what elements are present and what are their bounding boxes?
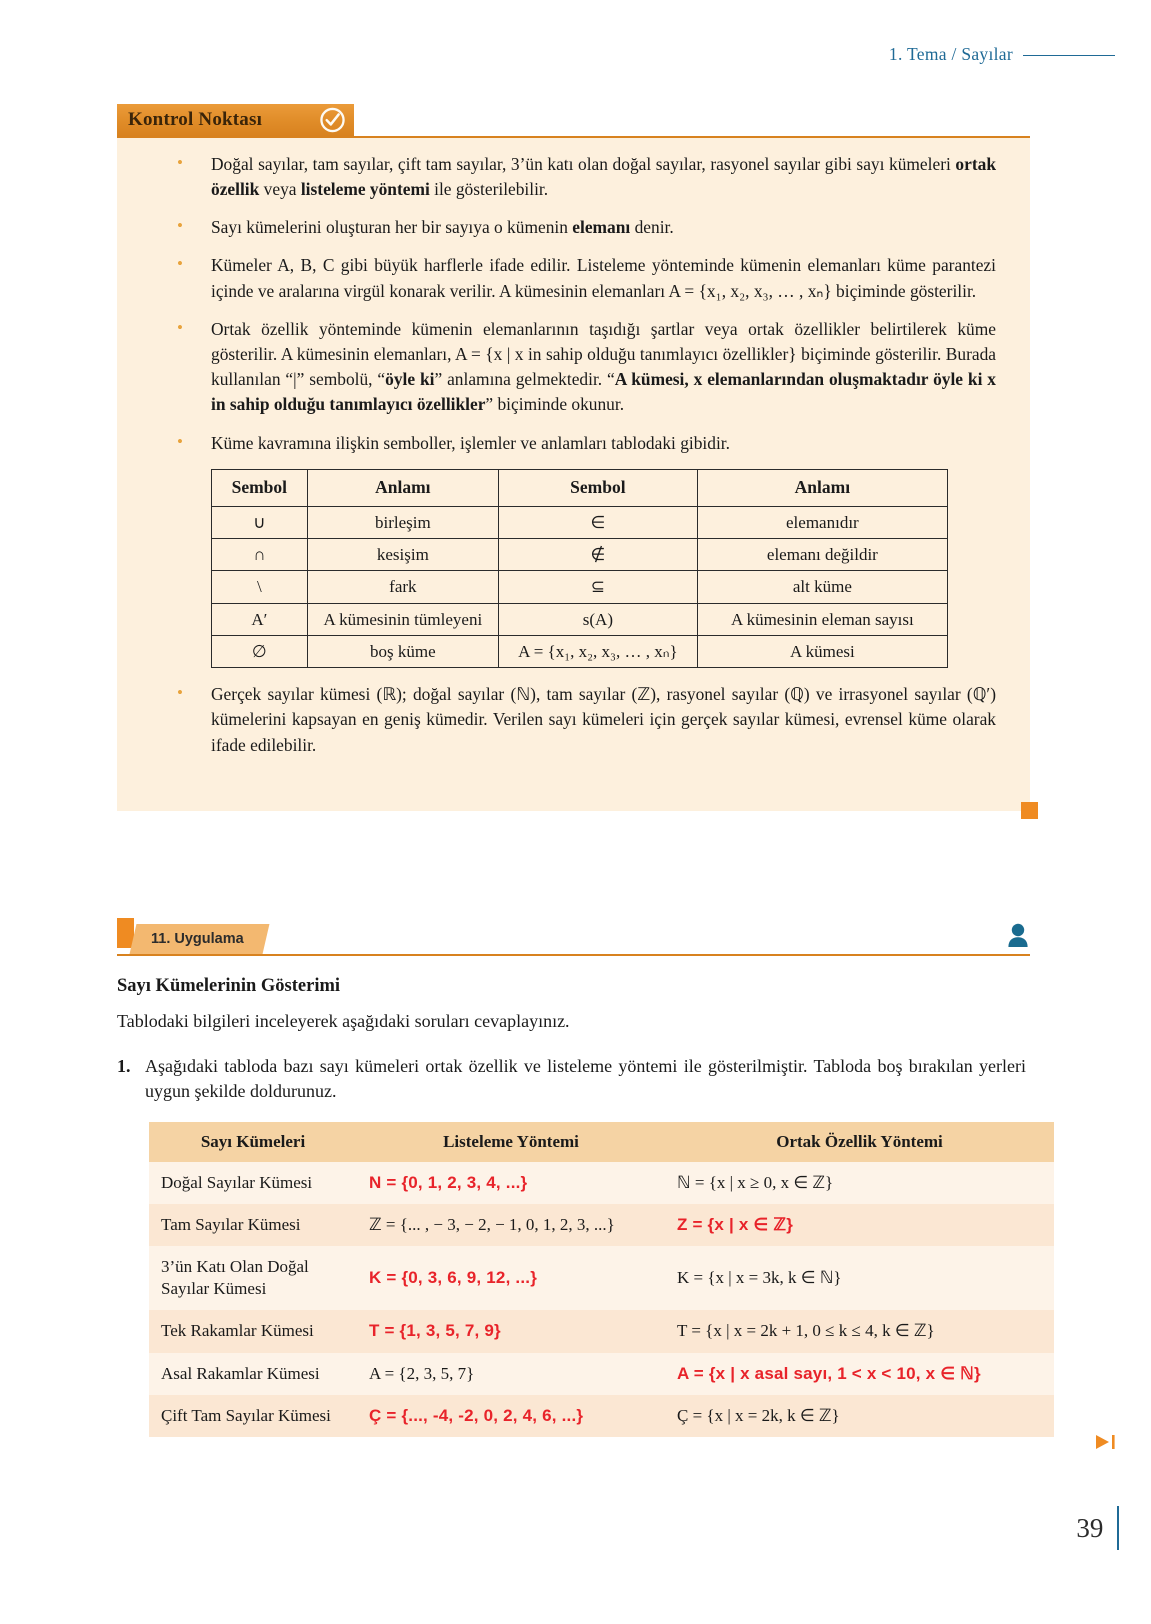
bullet-4-seg-3: ” anlamına gelmektedir. “	[434, 369, 615, 390]
symbol-cell: A = {x₁, x₂, x₃, … , xₙ}	[499, 635, 698, 667]
meaning-cell: boş küme	[307, 635, 498, 667]
control-point-bullet-2	[129, 215, 1018, 240]
application-tab-label: 11. Uygulama	[151, 931, 244, 947]
question-number: 1.	[117, 1055, 131, 1076]
table-row	[212, 635, 948, 667]
bullet-2-seg-2: elemanı	[572, 217, 631, 238]
set-name-cell: Tek Rakamlar Kümesi	[161, 1321, 314, 1341]
set-name-cell: Doğal Sayılar Kümesi	[161, 1173, 313, 1193]
control-point-bullet-3	[129, 253, 1018, 303]
symbol-table-header-row	[212, 469, 948, 506]
answer-table-header-row	[149, 1122, 1054, 1162]
set-name-cell: Asal Rakamlar Kümesi	[161, 1363, 320, 1383]
bullet-4-seg-5: ” biçiminde okunur.	[485, 394, 625, 415]
application-section	[117, 918, 1030, 1437]
table-row	[149, 1162, 1054, 1204]
person-icon	[1006, 920, 1030, 950]
bullet-5-text: Küme kavramına ilişkin semboller, işlemler ve anlamları tablodaki gibidir.	[211, 432, 730, 453]
symbol-cell: \	[212, 571, 308, 603]
question-row	[117, 1054, 1030, 1104]
table-row	[149, 1310, 1054, 1352]
answer-table	[149, 1122, 1054, 1437]
control-point-panel	[117, 104, 1030, 811]
bullet-2-seg-1: Sayı kümelerini oluşturan her bir sayıya o kümenin	[211, 217, 573, 238]
answer-table-wrapper	[149, 1122, 1030, 1437]
listing-answer-cell[interactable]: K = {0, 3, 6, 9, 12, ...}	[369, 1268, 538, 1288]
control-point-bullet-5	[129, 431, 1018, 456]
answer-th-sets: Sayı Kümeleri	[149, 1122, 357, 1162]
symbol-cell: ∉	[499, 539, 698, 571]
running-head-text: 1. Tema / Sayılar	[888, 44, 1013, 64]
listing-answer-cell[interactable]: N = {0, 1, 2, 3, 4, ...}	[369, 1173, 528, 1193]
table-row	[149, 1395, 1054, 1437]
symbol-cell: s(A)	[499, 603, 698, 635]
application-tab-row	[117, 918, 1030, 954]
property-answer-cell[interactable]: K = {x | x = 3k, k ∈ ℕ}	[677, 1268, 842, 1288]
control-point-bullet-1	[129, 152, 1018, 202]
symbol-cell: ⊆	[499, 571, 698, 603]
control-point-header	[117, 104, 354, 136]
symbol-table-wrapper	[211, 469, 948, 668]
question-text: Aşağıdaki tabloda bazı sayı kümeleri ortak özellik ve listeleme yöntemi ile gösterilmiştir. Tabloda boş bırakılan yerleri uygun şekilde doldurunuz.	[145, 1055, 1026, 1101]
bullet-1-seg-4: listeleme yöntemi	[300, 178, 430, 199]
answer-th-property: Ortak Özellik Yöntemi	[665, 1122, 1054, 1162]
table-row	[212, 603, 948, 635]
property-answer-cell[interactable]: T = {x | x = 2k + 1, 0 ≤ k ≤ 4, k ∈ ℤ}	[677, 1321, 935, 1341]
control-point-body	[117, 138, 1030, 811]
application-rule	[117, 954, 1030, 956]
symbol-cell: A′	[212, 603, 308, 635]
property-answer-cell[interactable]: Z = {x | x ∈ ℤ}	[677, 1215, 794, 1235]
control-point-closing-list	[129, 682, 1018, 758]
check-circle-icon	[320, 108, 345, 133]
application-intro: Tablodaki bilgileri inceleyerek aşağıdaki soruları cevaplayınız.	[117, 1010, 570, 1031]
set-name-cell: 3’ün Katı Olan Doğal Sayılar Kümesi	[161, 1257, 309, 1299]
symbol-table-th-sembol-2: Sembol	[499, 469, 698, 506]
panel-corner-marker	[1021, 802, 1038, 819]
bullet-4-seg-2: öyle ki	[385, 369, 435, 390]
application-subtitle: Sayı Kümelerinin Gösterimi	[117, 975, 341, 996]
meaning-cell: fark	[307, 571, 498, 603]
footer-bar	[1117, 1506, 1119, 1550]
table-row	[212, 506, 948, 538]
bullet-2-seg-3: denir.	[630, 217, 674, 238]
control-point-title: Kontrol Noktası	[128, 109, 263, 130]
meaning-cell: elemanıdır	[697, 506, 947, 538]
property-answer-cell[interactable]: Ç = {x | x = 2k, k ∈ ℤ}	[677, 1405, 840, 1425]
page-number: 39	[1076, 1512, 1104, 1543]
listing-answer-cell[interactable]: T = {1, 3, 5, 7, 9}	[369, 1321, 501, 1341]
page-footer	[1076, 1506, 1119, 1550]
meaning-cell: A kümesinin tümleyeni	[307, 603, 498, 635]
bullet-6-text: Gerçek sayılar kümesi (ℝ); doğal sayılar (ℕ), tam sayılar (ℤ), rasyonel sayılar (ℚ) ve irrasyonel sayılar (ℚ′) kümelerini kapsayan en geniş kümedir. Verilen sayı kümeleri için gerçek sayılar kümesi, evrensel küme olarak ifade edilebilir.	[211, 684, 996, 755]
bullet-1-seg-1: Doğal sayılar, tam sayılar, çift tam sayılar, 3’ün katı olan doğal sayılar, rasyonel sayılar gibi sayı kümeleri	[211, 153, 956, 174]
symbol-cell: ∪	[212, 506, 308, 538]
meaning-cell: elemanı değildir	[697, 539, 947, 571]
bullet-3-text: Kümeler A, B, C gibi büyük harflerle ifade edilir. Listeleme yönteminde kümenin elemanları küme parantezi içinde ve aralarına virgül konarak verilir. A kümesinin elemanları A = {x₁, x₂, x₃, … , xₙ} biçiminde gösterilir.	[211, 255, 996, 301]
symbol-table-th-anlami-2: Anlamı	[697, 469, 947, 506]
table-row	[212, 571, 948, 603]
table-row	[149, 1246, 1054, 1310]
bullet-4-seg-4: A kümesi, x elemanlarından oluşmaktadır öyle ki x in sahip olduğu tanımlayıcı özellikler	[211, 369, 996, 415]
symbol-table-th-sembol-1: Sembol	[212, 469, 308, 506]
control-point-bullet-6	[129, 682, 1018, 758]
property-answer-cell[interactable]: ℕ = {x | x ≥ 0, x ∈ ℤ}	[677, 1173, 834, 1193]
bullet-4-seg-1: Ortak özellik yönteminde kümenin elemanlarının taşıdığı şartlar veya ortak özellikler belirtilerek küme gösterilir. A kümesinin elemanları, A = {x | x in sahip olduğu tanımlayıcı özellikler} biçiminde gösterilir. Burada kullanılan “|” sembolü, “	[211, 318, 996, 390]
property-answer-cell[interactable]: A = {x | x asal sayı, 1 < x < 10, x ∈ ℕ}	[677, 1363, 981, 1383]
symbol-cell: ∈	[499, 506, 698, 538]
meaning-cell: A kümesinin eleman sayısı	[697, 603, 947, 635]
meaning-cell: A kümesi	[697, 635, 947, 667]
bullet-1-seg-5: ile gösterilebilir.	[429, 178, 549, 199]
meaning-cell: alt küme	[697, 571, 947, 603]
symbol-table-th-anlami-1: Anlamı	[307, 469, 498, 506]
symbol-cell: ∅	[212, 635, 308, 667]
application-tab	[130, 924, 270, 954]
symbol-table	[211, 469, 948, 668]
set-name-cell: Tam Sayılar Kümesi	[161, 1215, 301, 1235]
answer-th-listing: Listeleme Yöntemi	[357, 1122, 665, 1162]
running-head	[889, 44, 1115, 65]
meaning-cell: birleşim	[307, 506, 498, 538]
set-name-cell: Çift Tam Sayılar Kümesi	[161, 1405, 331, 1425]
table-row	[149, 1204, 1054, 1246]
control-point-bullet-4	[129, 317, 1018, 418]
listing-answer-cell[interactable]: Ç = {..., -4, -2, 0, 2, 4, 6, ...}	[369, 1405, 584, 1425]
running-head-rule	[1023, 55, 1115, 56]
bullet-1-seg-2: ortak özellik	[211, 153, 996, 199]
symbol-cell: ∩	[212, 539, 308, 571]
control-point-bullet-list	[129, 152, 1018, 456]
listing-answer-cell[interactable]: A = {2, 3, 5, 7}	[369, 1363, 475, 1383]
table-row	[149, 1353, 1054, 1395]
meaning-cell: kesişim	[307, 539, 498, 571]
bullet-1-seg-3: veya	[259, 178, 301, 199]
next-arrow-icon[interactable]	[1093, 1432, 1119, 1452]
table-row	[212, 539, 948, 571]
listing-answer-cell[interactable]: ℤ = {... , − 3, − 2, − 1, 0, 1, 2, 3, ...}	[369, 1215, 615, 1235]
